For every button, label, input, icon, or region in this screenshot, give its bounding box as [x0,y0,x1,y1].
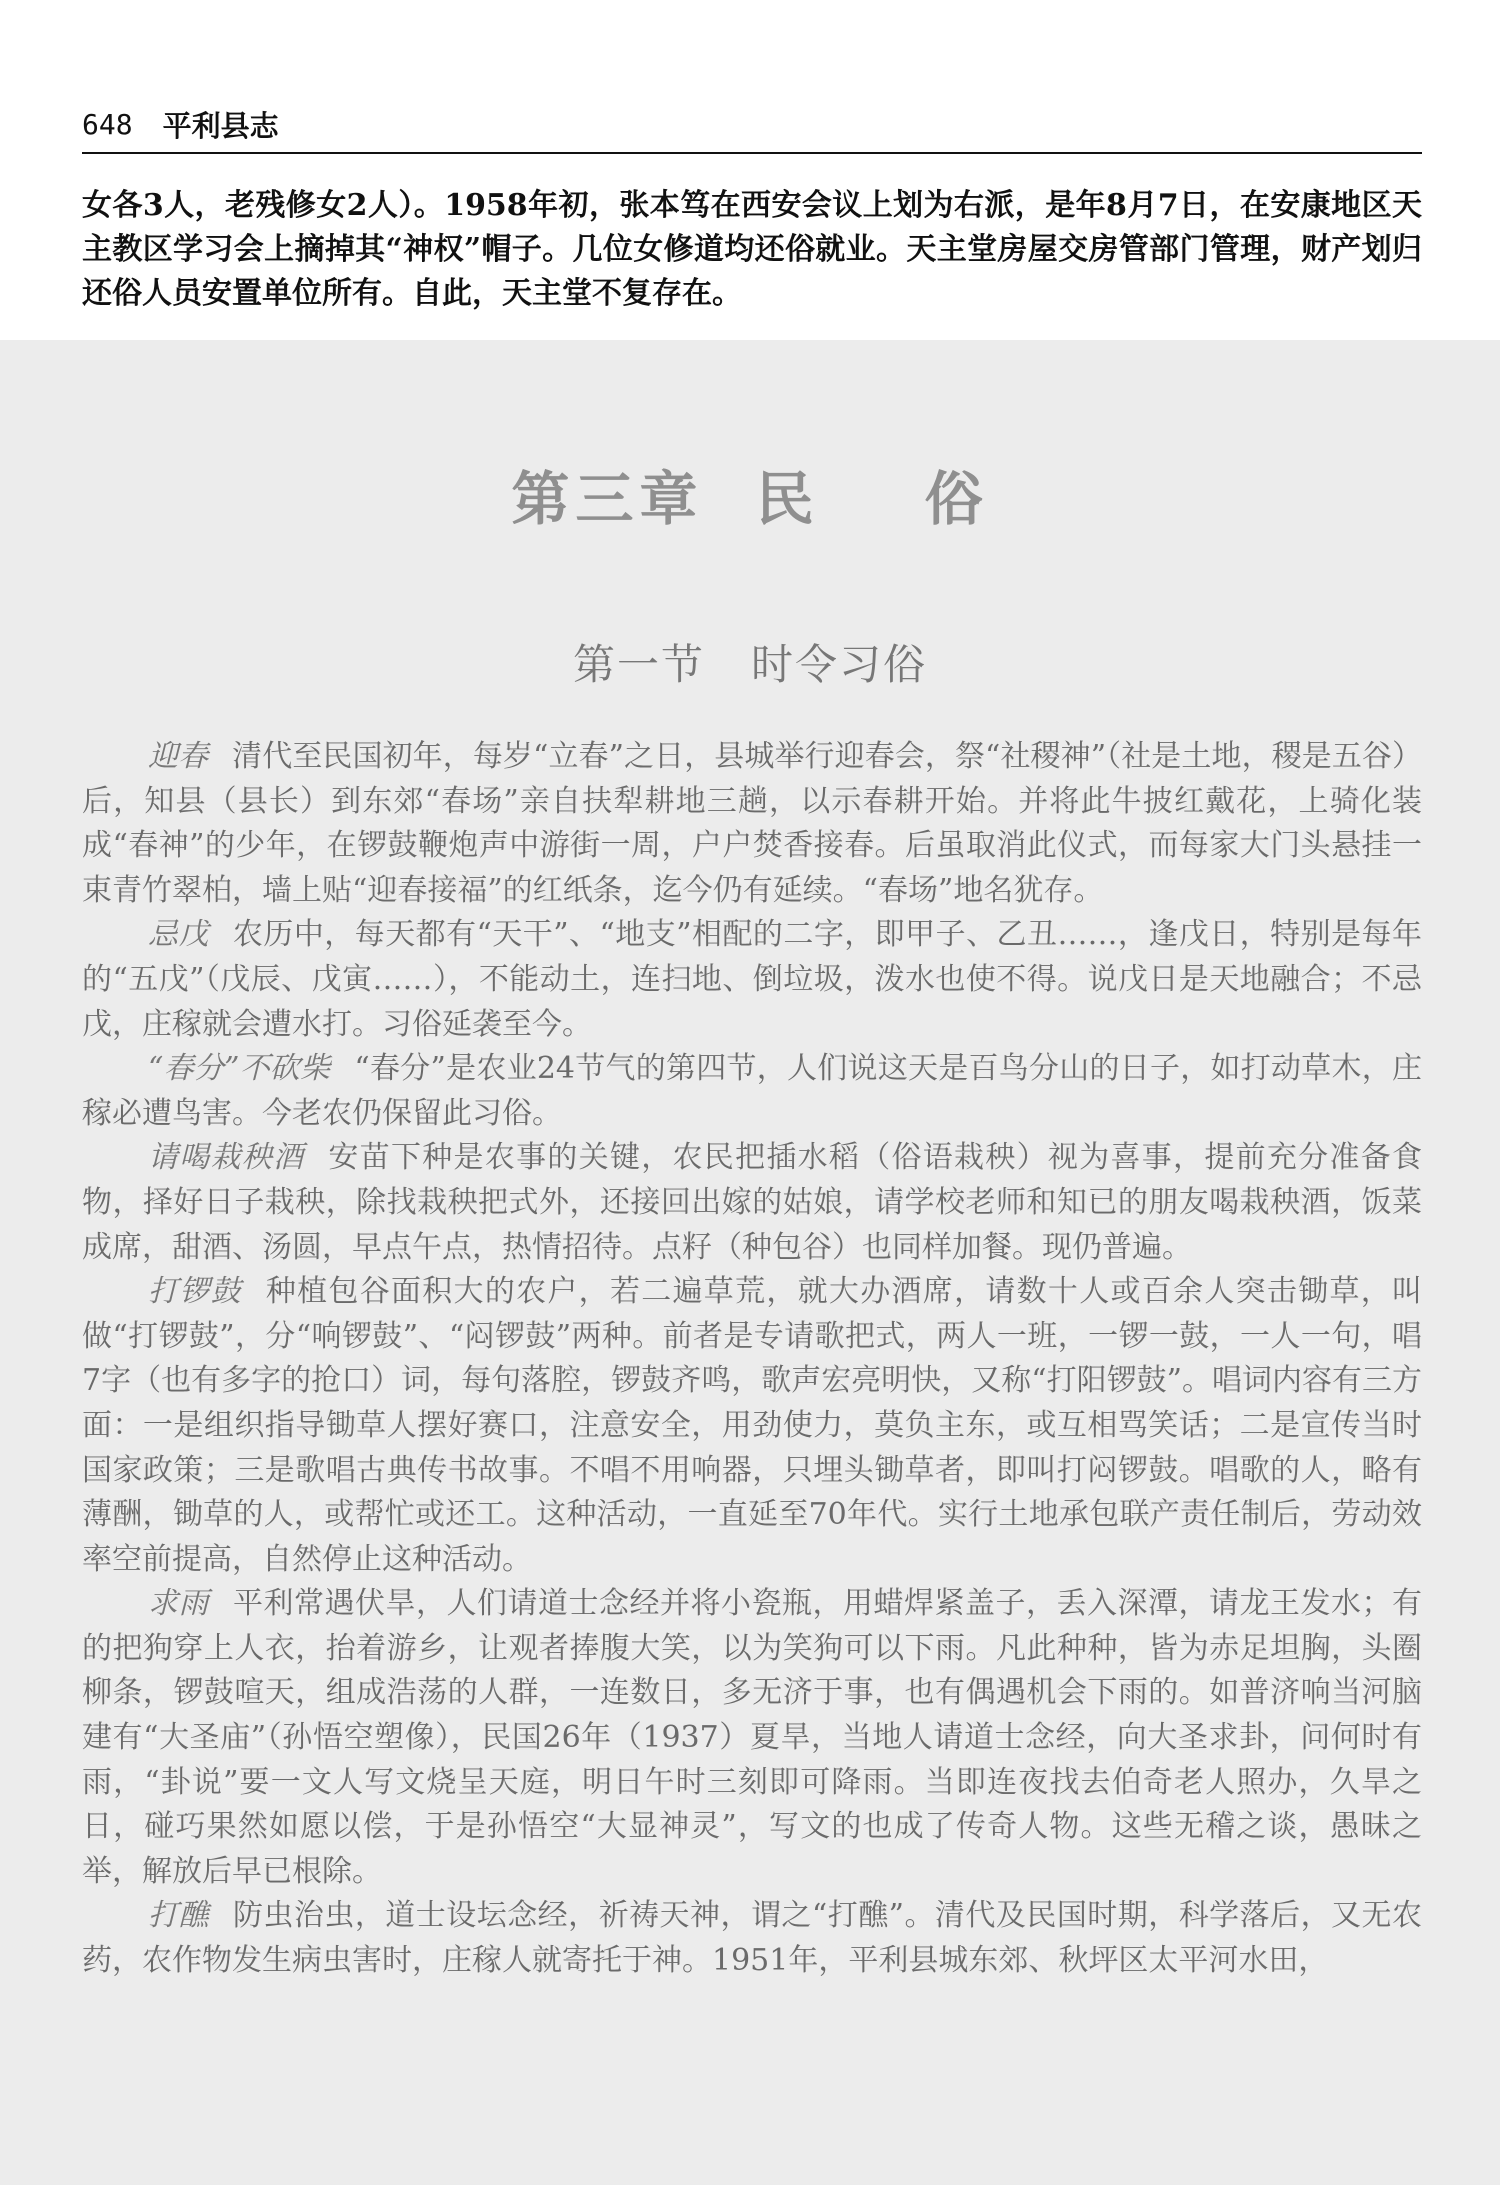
entry-paragraph [82,735,1422,913]
entry-text: 种植包谷面积大的农户，若二遍草荒，就大办酒席，请数十人或百余人突击锄草，叫做“打锣鼓”，分“响锣鼓”、“闷锣鼓”两种。前者是专请歌把式，两人一班，一锣一鼓，一人一句，唱7字（也有多字的抢口）词，每句落腔，锣鼓齐鸣，歌声宏亮明快，又称“打阳锣鼓”。唱词内容有三方面：一是组织指导锄草人摆好赛口，注意安全，用劲使力，莫负主东，或互相骂笑话；二是宣传当时国家政策；三是歌唱古典传书故事。不唱不用响器，只埋头锄草者，即叫打闷锣鼓。唱歌的人，略有薄酬，锄草的人，或帮忙或还工。这种活动，一直延至70年代。实行土地承包联产责任制后，劳动效率空前提高，自然停止这种活动。 [82,1274,1423,1577]
entry-term: 打锣鼓 [148,1274,242,1310]
entry-term: 迎春 [148,739,209,774]
header-rule [82,152,1422,154]
entry-paragraph [82,913,1422,1047]
entry-paragraph [82,1047,1422,1136]
entry-text: “春分”是农业24节气的第四节，人们说这天是百鸟分山的日子，如打动草木，庄稼必遭鸟害。今老农仍保留此习俗。 [82,1051,1422,1131]
entry-paragraph [82,1894,1422,1983]
continued-paragraph [82,184,1422,316]
entry-text: 防虫治虫，道士设坛念经，祈祷天神，谓之“打醮”。清代及民国时期，科学落后，又无农药，农作物发生病虫害时，庄稼人就寄托于神。1951年，平利县城东郊、秋坪区太平河水田， [82,1898,1422,1979]
entry-term: 求雨 [148,1586,209,1622]
entry-term: 忌戊 [148,917,209,953]
entry-paragraph [82,1270,1422,1582]
entry-text: 清代至民国初年，每岁“立春”之日，县城举行迎春会，祭“社稷神”（社是土地，稷是五谷）后，知县（县长）到东郊“春场”亲自扶犁耕地三趟，以示春耕开始。并将此牛披红戴花，上骑化装成“春神”的少年，在锣鼓鞭炮声中游街一周，户户焚香接春。后虽取消此仪式，而每家大门头悬挂一束青竹翠柏，墙上贴“迎春接福”的红纸条，迄今仍有延续。“春场”地名犹存。 [82,739,1422,908]
book-title: 平利县志 [162,108,279,143]
entry-paragraph [82,1582,1422,1894]
section-title: 第一节 时令习俗 [572,640,928,689]
entry-text: 安苗下种是农事的关键，农民把插水稻（俗语栽秧）视为喜事，提前充分准备食物，择好日子栽秧，除找栽秧把式外，还接回出嫁的姑娘，请学校老师和知已的朋友喝栽秧酒，饭菜成席，甜酒、汤圆，早点午点，热情招待。点籽（种包谷）也同样加餐。现仍普遍。 [82,1140,1423,1265]
top-paragraph-text: 女各3人，老残修女2人）。1958年初，张本笃在西安会议上划为右派，是年8月7日，在安康地区天主教区学习会上摘掉其“神权”帽子。几位女修道均还俗就业。天主堂房屋交房管部门管理，财产划归还俗人员安置单位所有。自此，天主堂不复存在。 [82,188,1422,311]
running-header [82,102,1422,146]
entry-text: 农历中，每天都有“天干”、“地支”相配的二字，即甲子、乙丑……，逢戊日，特别是每年的“五戊”（戊辰、戊寅……），不能动土，连扫地、倒垃圾，泼水也使不得。说戊日是天地融合；不忌戊，庄稼就会遭水打。习俗延袭至今。 [82,917,1422,1042]
entry-term: 请喝栽秧酒 [148,1140,305,1176]
entry-text: 平利常遇伏旱，人们请道士念经并将小瓷瓶，用蜡焊紧盖子，丢入深潭，请龙王发水；有的把狗穿上人衣，抬着游乡，让观者捧腹大笑，以为笑狗可以下雨。凡此种种，皆为赤足坦胸，头圈柳条，锣鼓喧天，组成浩荡的人群，一连数日，多无济于事，也有偶遇机会下雨的。如普济响当河脑建有“大圣庙”（孙悟空塑像），民国26年（1937）夏旱，当地人请道士念经，向大圣求卦，问何时有雨，“卦说”要一文人写文烧呈天庭，明日午时三刻即可降雨。当即连夜找去伯奇老人照办，久旱之日，碰巧果然如愿以偿，于是孙悟空“大显神灵”，写文的也成了传奇人物。这些无稽之谈，愚昧之举，解放后早已根除。 [82,1586,1422,1889]
chapter-title: 第三章 民 俗 [511,465,989,533]
page-number: 648 [82,107,133,141]
entry-term: 打醮 [148,1898,209,1934]
entry-term: “春分”不砍柴 [148,1051,331,1087]
entry-paragraph [82,1136,1422,1270]
section-body [82,735,1422,1984]
